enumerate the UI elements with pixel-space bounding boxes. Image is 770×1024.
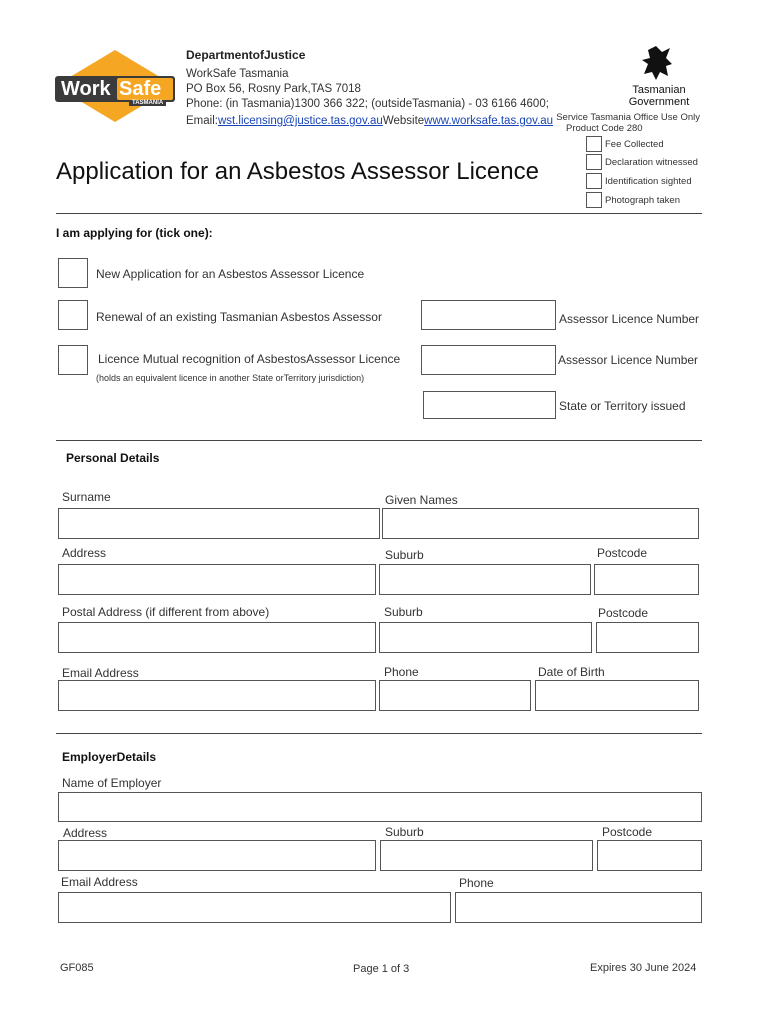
address-input[interactable] <box>58 564 376 595</box>
postal-suburb-input[interactable] <box>379 622 592 653</box>
personal-divider <box>56 733 702 734</box>
email-prefix: Email: <box>186 115 218 127</box>
org-contact-line <box>186 115 553 127</box>
gov-line1: Tasmanian <box>632 84 686 96</box>
employer-email-input[interactable] <box>58 892 451 923</box>
new-application-label: New Application for an Asbestos Assessor Licence <box>96 267 365 281</box>
email-address-input[interactable] <box>58 680 376 711</box>
state-territory-label: State or Territory issued <box>559 399 686 413</box>
date-of-birth-input[interactable] <box>535 680 699 711</box>
employer-phone-label: Phone <box>459 876 494 890</box>
employer-address-label: Address <box>63 826 108 840</box>
mutual-licence-number-input[interactable] <box>421 345 556 375</box>
worksafe-logo <box>53 48 177 124</box>
personal-details-heading: Personal Details <box>66 451 160 465</box>
mutual-recognition-checkbox[interactable] <box>58 345 88 375</box>
new-application-checkbox[interactable] <box>58 258 88 288</box>
employer-email-label: Email Address <box>61 875 138 889</box>
employer-details-heading: EmployerDetails <box>62 750 157 764</box>
photograph-taken-checkbox[interactable] <box>586 192 602 208</box>
org-phone: Phone: (in Tasmania)1300 366 322; (outsideTasmania) - 03 6166 4600; <box>186 98 549 110</box>
suburb-input[interactable] <box>379 564 591 595</box>
postcode-input[interactable] <box>594 564 699 595</box>
state-territory-input[interactable] <box>423 391 556 419</box>
employer-suburb-label: Suburb <box>385 825 424 839</box>
logo-work-text: Work <box>61 78 111 100</box>
mutual-recognition-note: (holds an equivalent licence in another State orTerritory jurisdiction) <box>96 373 365 383</box>
org-name: WorkSafe Tasmania <box>186 68 289 80</box>
website-prefix: Website <box>382 115 425 127</box>
employer-name-input[interactable] <box>58 792 702 822</box>
postal-address-label: Postal Address (if different from above) <box>62 605 270 619</box>
postcode-label: Postcode <box>597 546 648 560</box>
given-names-input[interactable] <box>382 508 699 539</box>
employer-postcode-input[interactable] <box>597 840 702 871</box>
title-divider <box>56 213 702 214</box>
phone-label: Phone <box>384 665 419 679</box>
gov-line2: Government <box>628 96 690 108</box>
fee-collected-label: Fee Collected <box>605 139 664 150</box>
logo-safe-text: Safe <box>119 78 162 100</box>
postal-postcode-label: Postcode <box>598 606 649 620</box>
renewal-licence-number-input[interactable] <box>421 300 556 330</box>
renewal-licence-number-label: Assessor Licence Number <box>559 312 700 326</box>
department-name: DepartmentofJustice <box>186 48 306 62</box>
employer-address-input[interactable] <box>58 840 376 871</box>
date-of-birth-label: Date of Birth <box>538 665 605 679</box>
form-code: GF085 <box>60 962 94 974</box>
mutual-licence-number-label: Assessor Licence Number <box>558 353 699 367</box>
office-use-product-code: Product Code 280 <box>566 123 643 134</box>
email-address-label: Email Address <box>62 666 139 680</box>
fee-collected-checkbox[interactable] <box>586 136 602 152</box>
postal-suburb-label: Suburb <box>384 605 423 619</box>
surname-input[interactable] <box>58 508 380 539</box>
page-title: Application for an Asbestos Assessor Licence <box>56 158 539 185</box>
employer-suburb-input[interactable] <box>380 840 593 871</box>
given-names-label: Given Names <box>385 493 458 507</box>
surname-label: Surname <box>62 490 111 504</box>
declaration-witnessed-label: Declaration witnessed <box>605 157 698 168</box>
identification-sighted-checkbox[interactable] <box>586 173 602 189</box>
applying-divider <box>56 440 702 441</box>
declaration-witnessed-checkbox[interactable] <box>586 154 602 170</box>
tasmanian-government-logo <box>626 44 692 110</box>
postal-address-input[interactable] <box>58 622 376 653</box>
org-address: PO Box 56, Rosny Park,TAS 7018 <box>186 83 361 95</box>
address-label: Address <box>62 546 107 560</box>
website-link[interactable]: www.worksafe.tas.gov.au <box>424 115 554 127</box>
office-use-title: Service Tasmania Office Use Only <box>556 112 700 123</box>
identification-sighted-label: Identification sighted <box>605 176 692 187</box>
renewal-label: Renewal of an existing Tasmanian Asbestos Assessor <box>96 310 382 324</box>
photograph-taken-label: Photograph taken <box>605 195 681 206</box>
mutual-recognition-label: Licence Mutual recognition of AsbestosAssessor Licence <box>98 352 401 366</box>
employer-postcode-label: Postcode <box>602 825 653 839</box>
employer-name-label: Name of Employer <box>62 776 162 790</box>
suburb-label: Suburb <box>385 548 424 562</box>
email-link[interactable]: wst.licensing@justice.tas.gov.au <box>217 115 383 127</box>
employer-phone-input[interactable] <box>455 892 702 923</box>
postal-postcode-input[interactable] <box>596 622 699 653</box>
applying-heading: I am applying for (tick one): <box>56 226 213 240</box>
expiry-date: Expires 30 June 2024 <box>590 962 697 974</box>
logo-sub-text: TASMANIA <box>129 100 166 106</box>
phone-input[interactable] <box>379 680 531 711</box>
page-number: Page 1 of 3 <box>353 963 410 975</box>
renewal-checkbox[interactable] <box>58 300 88 330</box>
